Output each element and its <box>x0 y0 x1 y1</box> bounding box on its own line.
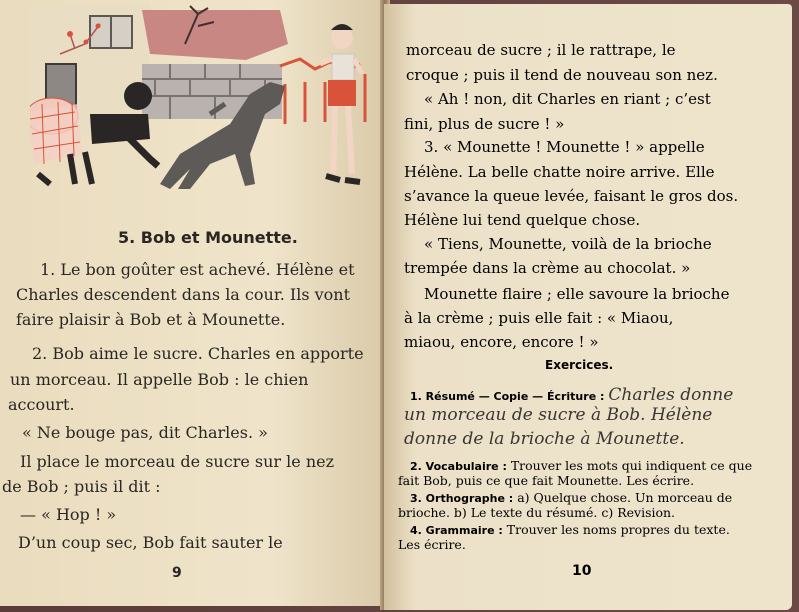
exercise-1 <box>410 385 734 405</box>
text-line: 3. « Mounette ! Mounette ! » appelle <box>424 138 705 156</box>
exercise-4-text: Trouver les noms propres du texte. <box>506 522 730 537</box>
pink-house <box>142 10 288 60</box>
text-line: faire plaisir à Bob et à Mounette. <box>16 310 286 329</box>
exercise-2-text: Trouver les mots qui indiquent ce que <box>510 458 753 473</box>
text-line: Hélène lui tend quelque chose. <box>404 211 641 229</box>
exercise-3-label: 3. Orthographe : <box>410 492 514 505</box>
text-line: à la crème ; puis elle fait : « Miaou, <box>404 309 674 327</box>
exercise-4-text: Les écrire. <box>398 537 466 552</box>
illustration <box>30 4 380 204</box>
text-line: un morceau. Il appelle Bob : le chien <box>10 370 309 389</box>
exercise-1-handwriting: un morceau de sucre à Bob. Hélène <box>404 405 713 425</box>
page-number: 10 <box>572 563 592 579</box>
text-line: 1. Le bon goûter est achevé. Hélène et <box>40 260 355 279</box>
exercise-2-label: 2. Vocabulaire : <box>410 460 507 473</box>
text-line: miaou, encore, encore ! » <box>404 333 599 351</box>
exercises-title: Exercices. <box>545 358 614 372</box>
exercise-3-text: brioche. b) Le texte du résumé. c) Revision. <box>398 505 676 520</box>
exercise-2 <box>410 458 752 474</box>
text-line: Mounette flaire ; elle savoure la brioche <box>424 285 730 303</box>
story-title: 5. Bob et Mounette. <box>118 228 298 247</box>
exercise-2-text: fait Bob, puis ce que fait Mounette. Les écrire. <box>398 473 695 488</box>
exercise-1-handwriting: donne de la brioche à Mounette. <box>404 429 685 449</box>
text-line: — « Hop ! » <box>20 505 117 524</box>
text-line: « Ah ! non, dit Charles en riant ; c’est <box>424 90 711 108</box>
text-line: morceau de sucre ; il le rattrape, le <box>406 41 676 59</box>
exercise-3-text: a) Quelque chose. Un morceau de <box>517 490 733 505</box>
text-line: 2. Bob aime le sucre. Charles en apporte <box>32 344 364 363</box>
text-line: croque ; puis il tend de nouveau son nez. <box>406 66 718 84</box>
text-line: de Bob ; puis il dit : <box>2 477 161 496</box>
text-line: Il place le morceau de sucre sur le nez <box>20 452 335 471</box>
text-line: « Ne bouge pas, dit Charles. » <box>22 423 268 442</box>
text-line: accourt. <box>8 395 75 414</box>
text-line: Hélène. La belle chatte noire arrive. Elle <box>404 163 715 181</box>
exercise-4 <box>410 522 730 538</box>
text-line: « Tiens, Mounette, voilà de la brioche <box>424 235 712 253</box>
text-line: fini, plus de sucre ! » <box>404 115 565 133</box>
exercise-1-handwriting: Charles donne <box>608 385 734 405</box>
text-line: s’avance la queue levée, faisant le gros dos. <box>404 187 739 205</box>
exercise-3 <box>410 490 732 506</box>
exercise-1-label: 1. Résumé — Copie — Écriture : <box>410 390 605 403</box>
text-line: D’un coup sec, Bob fait sauter le <box>18 533 283 552</box>
left-page <box>0 0 388 606</box>
text-line: trempée dans la crème au chocolat. » <box>404 259 691 277</box>
page-number: 9 <box>172 565 182 581</box>
exercise-4-label: 4. Grammaire : <box>410 524 503 537</box>
text-line: Charles descendent dans la cour. Ils vont <box>16 285 351 304</box>
